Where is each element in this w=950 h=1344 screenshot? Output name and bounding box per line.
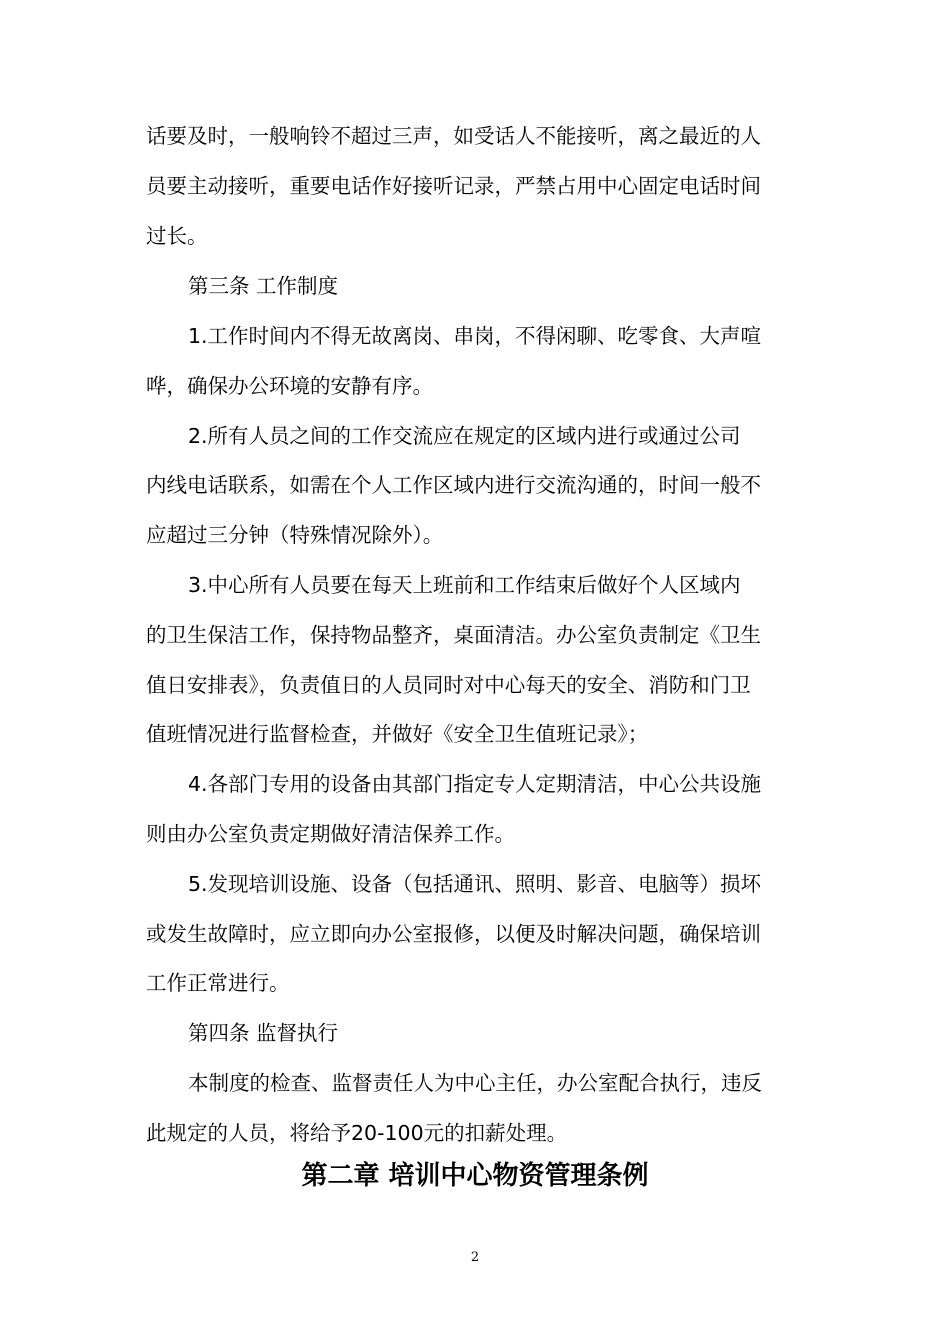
- body-text-line: 应超过三分钟（特殊情况除外）。: [146, 523, 444, 547]
- body-text-line: 3.中心所有人员要在每天上班前和工作结束后做好个人区域内: [188, 573, 741, 597]
- body-text-line: 值班情况进行监督检查，并做好《安全卫生值班记录》；: [146, 722, 649, 746]
- body-text-line: 的卫生保洁工作，保持物品整齐，桌面清洁。办公室负责制定《卫生: [146, 623, 761, 647]
- article-heading: 第三条 工作制度: [188, 274, 339, 298]
- body-text-line: 则由办公室负责定期做好清洁保养工作。: [146, 822, 515, 846]
- body-text-line: 值日安排表》，负责值日的人员同时对中心每天的安全、消防和门卫: [146, 673, 751, 697]
- body-text-line: 内线电话联系，如需在个人工作区域内进行交流沟通的，时间一般不: [146, 473, 761, 497]
- page-number: 2: [470, 1250, 480, 1265]
- body-text-line: 话要及时，一般响铃不超过三声，如受话人不能接听，离之最近的人: [146, 124, 761, 148]
- body-text-line: 过长。: [146, 224, 208, 248]
- body-text-line: 2.所有人员之间的工作交流应在规定的区域内进行或通过公司: [188, 424, 741, 448]
- body-text-line: 工作正常进行。: [146, 971, 290, 995]
- body-text-line: 员要主动接听，重要电话作好接听记录，严禁占用中心固定电话时间: [146, 174, 761, 198]
- body-text-line: 或发生故障时，应立即向办公室报修，以便及时解决问题，确保培训: [146, 922, 761, 946]
- body-text-line: 本制度的检查、监督责任人为中心主任，办公室配合执行，违反: [188, 1071, 762, 1095]
- body-text-line: 1.工作时间内不得无故离岗、串岗，不得闲聊、吃零食、大声喧: [188, 324, 762, 348]
- article-heading: 第四条 监督执行: [188, 1021, 339, 1045]
- body-text-line: 哗，确保办公环境的安静有序。: [146, 374, 433, 398]
- body-text-line: 此规定的人员，将给予20-100元的扣薪处理。: [146, 1121, 568, 1145]
- chapter-title: 第二章 培训中心物资管理条例: [301, 1161, 649, 1191]
- body-text-line: 4.各部门专用的设备由其部门指定专人定期清洁，中心公共设施: [188, 772, 762, 796]
- body-text-line: 5.发现培训设施、设备（包括通讯、照明、影音、电脑等）损坏: [188, 872, 762, 896]
